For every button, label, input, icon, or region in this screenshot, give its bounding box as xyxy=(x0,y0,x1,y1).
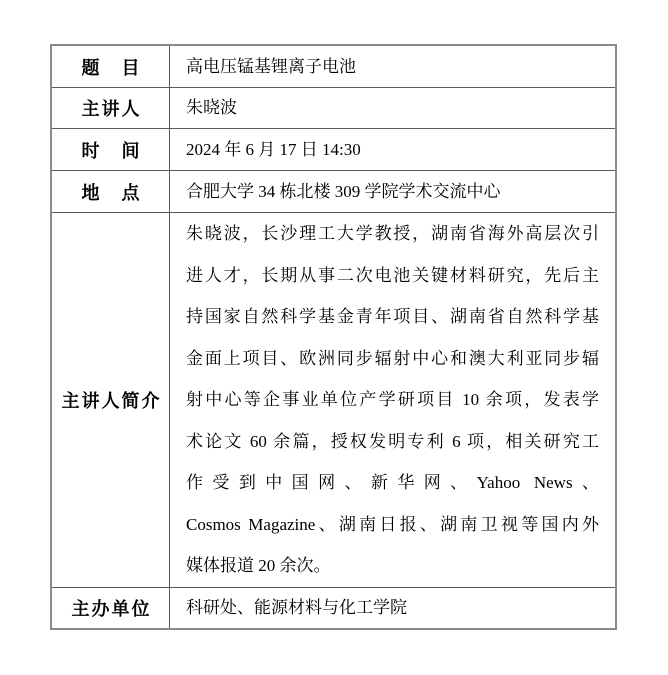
row-value-speaker: 朱晓波 xyxy=(186,98,237,118)
bio-line: 作受到中国网、新华网、Yahoo News、 xyxy=(186,473,599,492)
row-label-organizer: 主办单位 xyxy=(52,588,170,628)
row-label-title: 题 目 xyxy=(52,46,170,87)
row-label-time: 时 间 xyxy=(52,129,170,170)
bio-line: 术论文 60 余篇，授权发明专利 6 项，相关研究工 xyxy=(186,431,599,451)
bio-line: 射中心等企事业单位产学研项目 10 余项，发表学 xyxy=(186,390,599,409)
row-label-bio: 主讲人简介 xyxy=(52,213,170,587)
table-row-speaker xyxy=(52,87,615,128)
bio-line: Cosmos Magazine、湖南日报、湖南卫视等国内外 xyxy=(186,514,599,534)
table-row-location xyxy=(52,170,615,212)
row-value-time: 2024 年 6 月 17 日 14:30 xyxy=(186,139,361,159)
row-label-location: 地 点 xyxy=(52,171,170,212)
table-row-organizer xyxy=(52,587,615,628)
row-value-title: 高电压锰基锂离子电池 xyxy=(186,56,356,76)
seminar-announcement-table xyxy=(50,44,617,630)
bio-line: 进人才，长期从事二次电池关键材料研究，先后主 xyxy=(186,265,599,285)
row-value-bio xyxy=(170,213,615,587)
bio-line: 金面上项目、欧洲同步辐射中心和澳大利亚同步辐 xyxy=(186,348,599,368)
table-row-bio xyxy=(52,212,615,587)
table-row-time xyxy=(52,128,615,170)
row-label-speaker: 主讲人 xyxy=(52,88,170,128)
bio-line: 持国家自然科学基金青年项目、湖南省自然科学基 xyxy=(186,307,599,326)
bio-line: 媒体报道 20 余次。 xyxy=(186,556,331,575)
table-row-title xyxy=(52,46,615,87)
row-value-organizer: 科研处、能源材料与化工学院 xyxy=(186,598,407,618)
row-value-location: 合肥大学 34 栋北楼 309 学院学术交流中心 xyxy=(186,181,501,201)
bio-line: 朱晓波，长沙理工大学教授，湖南省海外高层次引 xyxy=(186,224,599,243)
